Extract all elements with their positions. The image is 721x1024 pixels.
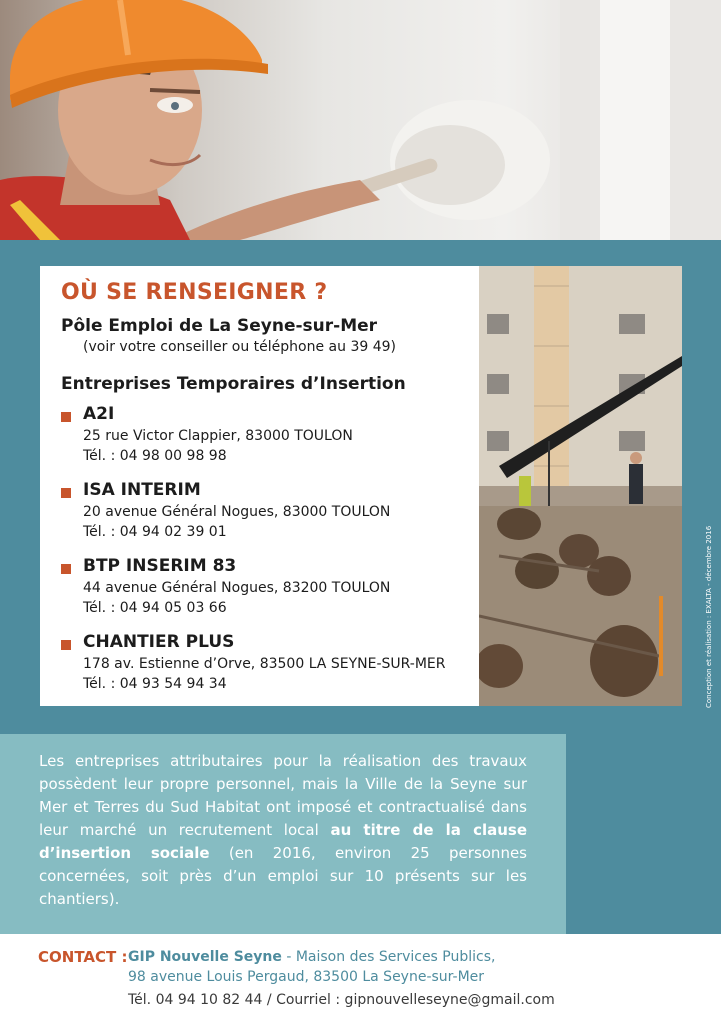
company-phone: Tél. : 04 98 00 98 98	[83, 448, 227, 464]
section-title: OÙ SE RENSEIGNER ?	[61, 280, 328, 305]
construction-site-image	[479, 266, 682, 706]
hero-photo	[0, 0, 721, 240]
company-address: 44 avenue Général Nogues, 83200 TOULON	[83, 580, 391, 596]
insertion-clause-paragraph	[39, 750, 527, 911]
contact-label: CONTACT :	[38, 948, 128, 966]
contact-organization	[128, 949, 495, 965]
paragraph-text: Les entreprises attributaires pour la réalisation des travaux possèdent leur propre personnel, mais la Ville de la Seyne sur Mer et Terres du Sud Habitat ont imposé et contractualisé dans leur marché un recrutement local	[39, 752, 527, 839]
company-address: 178 av. Estienne d’Orve, 83500 LA SEYNE-SUR-MER	[83, 656, 446, 672]
company-address: 20 avenue Général Nogues, 83000 TOULON	[83, 504, 391, 520]
company-phone: Tél. : 04 94 02 39 01	[83, 524, 227, 540]
company-name: BTP INSERIM 83	[83, 556, 237, 576]
contact-address: 98 avenue Louis Pergaud, 83500 La Seyne-sur-Mer	[128, 969, 485, 985]
construction-site-photo	[479, 266, 682, 706]
company-phone: Tél. : 04 94 05 03 66	[83, 600, 227, 616]
contact-phone-email: Tél. 04 94 10 82 44 / Courriel : gipnouvelleseyne@gmail.com	[128, 992, 555, 1008]
company-name: A2I	[83, 404, 115, 424]
square-bullet-icon	[61, 412, 71, 422]
square-bullet-icon	[61, 640, 71, 650]
company-name: ISA INTERIM	[83, 480, 201, 500]
organization-name: GIP Nouvelle Seyne	[128, 949, 282, 965]
paragraph-highlight: au titre de la clause d’insertion sociale	[39, 821, 528, 862]
square-bullet-icon	[61, 488, 71, 498]
company-address: 25 rue Victor Clappier, 83000 TOULON	[83, 428, 353, 444]
square-bullet-icon	[61, 564, 71, 574]
pole-emploi-note: (voir votre conseiller ou téléphone au 39 49)	[83, 339, 396, 355]
organization-place: - Maison des Services Publics,	[281, 949, 496, 965]
company-name: CHANTIER PLUS	[83, 632, 235, 652]
company-phone: Tél. : 04 93 54 94 34	[83, 676, 227, 692]
enterprises-heading: Entreprises Temporaires d’Insertion	[61, 374, 406, 394]
design-credit: Conception et réalisation : EXALTA - décembre 2016	[705, 525, 713, 708]
insertion-clause-box	[0, 734, 566, 934]
worker-painting-photo	[0, 0, 721, 240]
paragraph-text-end: (en 2016, environ 25 personnes concernées, soit près d’un emploi sur 10 présents sur les chantiers).	[39, 844, 527, 908]
info-box	[40, 266, 479, 706]
pole-emploi-name: Pôle Emploi de La Seyne-sur-Mer	[61, 316, 378, 336]
